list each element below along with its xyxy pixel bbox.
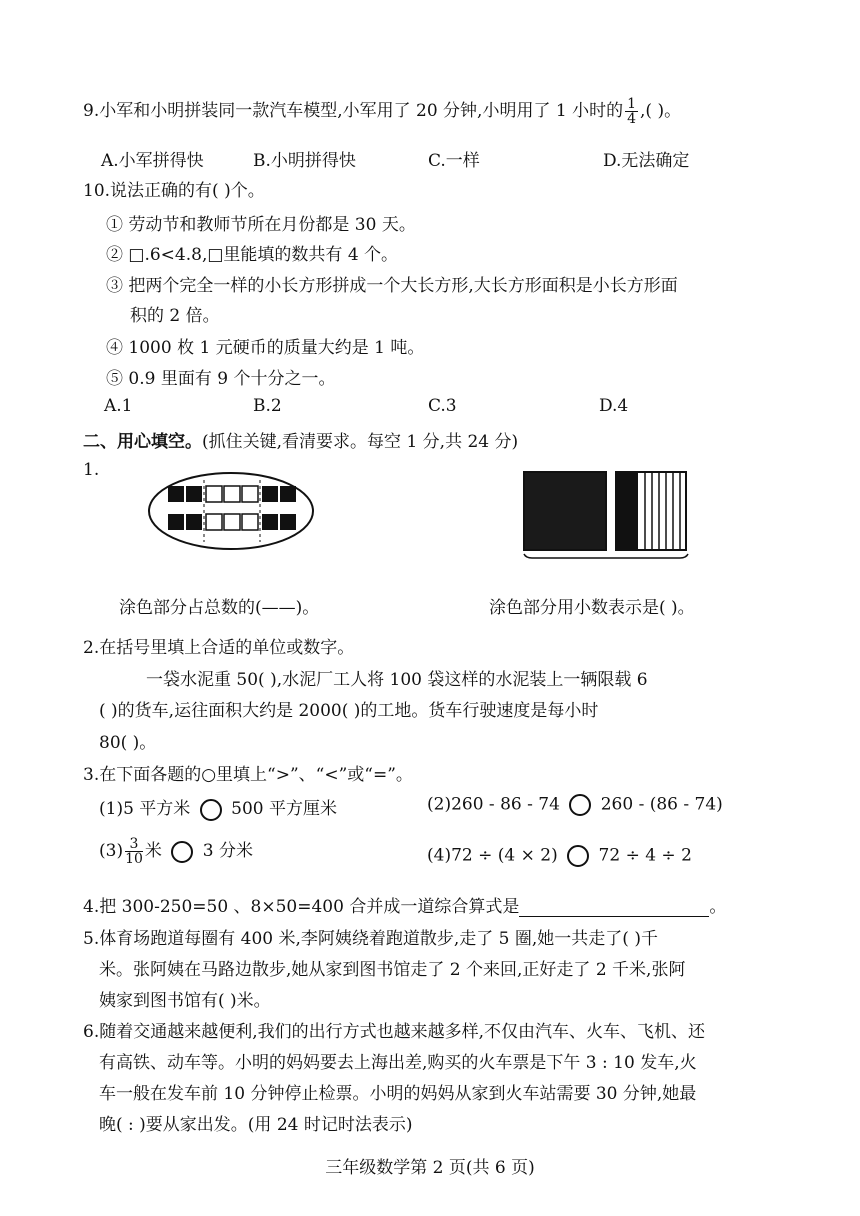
f4-line — [83, 892, 726, 917]
compare-circle[interactable] — [567, 845, 589, 867]
f2-line-3: 80( )。 — [99, 733, 157, 753]
q9-fraction: $\frac{1}{4}$ — [627, 96, 637, 127]
shaded-square — [280, 514, 296, 530]
oval-grid-figure — [146, 470, 316, 552]
q10-option-c: C.3 — [428, 396, 457, 416]
blank-square — [206, 486, 222, 502]
f3-p2-left: (2)260 - 86 - 74 — [427, 794, 560, 815]
q9-option-c: C.一样 — [428, 151, 480, 171]
shaded-square — [262, 514, 278, 530]
blank-square — [242, 514, 258, 530]
section-2-title: 二、用心填空。 — [83, 432, 202, 452]
section-2-heading — [83, 427, 518, 452]
f3-p3-unit: 米 — [144, 841, 162, 861]
q10-option-d: D.4 — [599, 396, 629, 416]
section-2-note: (抓住关键,看清要求。每空 1 分,共 24 分) — [202, 432, 519, 452]
compare-circle[interactable] — [171, 841, 193, 863]
decimal-square-figure — [522, 470, 692, 560]
shaded-strips — [616, 472, 638, 550]
f3-p2-right: 260 - (86 - 74) — [600, 794, 723, 815]
q10-stem: 10.说法正确的有( )个。 — [83, 181, 265, 201]
q10-option-b: B.2 — [253, 396, 282, 416]
f6-line-4: 晚( : )要从家出发。(用 24 时记时法表示) — [99, 1115, 413, 1135]
q9-option-d: D.无法确定 — [603, 151, 690, 171]
f2-line-2: ( )的货车,运往面积大约是 2000( )的工地。货车行驶速度是每小时 — [99, 701, 599, 721]
f6-line-2: 有高铁、动车等。小明的妈妈要去上海出差,购买的火车票是下午 3 : 10 发车,火 — [99, 1053, 697, 1073]
f5-line-1: 5.体育场跑道每圈有 400 米,李阿姨绕着跑道散步,走了 5 圈,她一共走了( )千 — [83, 929, 658, 949]
q10-item-3: ③ 把两个完全一样的小长方形拼成一个大长方形,大长方形面积是小长方形面 — [106, 276, 678, 296]
f3-p1-left: (1)5 平方米 — [99, 799, 191, 819]
f3-part-4 — [427, 845, 692, 867]
shaded-square — [186, 486, 202, 502]
f4-answer-line[interactable] — [519, 902, 709, 917]
f3-p3-fraction: $\frac{3}{10}$ — [125, 836, 143, 867]
f5-line-2: 米。张阿姨在马路边散步,她从家到图书馆走了 2 个来回,正好走了 2 千米,张阿 — [99, 960, 686, 980]
f1-number: 1. — [83, 460, 100, 480]
compare-circle[interactable] — [200, 799, 222, 821]
f3-stem: 3.在下面各题的○里填上“>”、“<”或“=”。 — [83, 765, 413, 785]
page-footer: 三年级数学第 2 页(共 6 页) — [325, 1158, 535, 1178]
shaded-square — [168, 486, 184, 502]
q9-text: 9.小军和小明拼装同一款汽车模型,小军用了 20 分钟,小明用了 1 小时的 — [83, 101, 624, 121]
q10-option-a: A.1 — [104, 396, 133, 416]
f2-stem: 2.在括号里填上合适的单位或数字。 — [83, 638, 355, 658]
oval-outline — [149, 473, 313, 549]
q10-item-1: ① 劳动节和教师节所在月份都是 30 天。 — [106, 215, 416, 235]
q9-answer-blank: ,( )。 — [640, 101, 682, 121]
q10-item-4: ④ 1000 枚 1 元硬币的质量大约是 1 吨。 — [106, 338, 425, 358]
q9-option-b: B.小明拼得快 — [253, 151, 356, 171]
shaded-square — [186, 514, 202, 530]
shaded-square — [280, 486, 296, 502]
f6-line-3: 车一般在发车前 10 分钟停止检票。小明的妈妈从家到火车站需要 30 分钟,她最 — [99, 1084, 697, 1104]
f3-part-3 — [99, 836, 253, 866]
f3-p4-right: 72 ÷ 4 ÷ 2 — [598, 845, 692, 866]
shaded-whole-square — [524, 472, 606, 550]
q10-item-5: ⑤ 0.9 里面有 9 个十分之一。 — [106, 369, 336, 389]
f4-end: 。 — [709, 897, 727, 917]
f1-left-caption: 涂色部分占总数的(——)。 — [119, 598, 320, 618]
f3-p3-prefix: (3) — [99, 841, 124, 861]
compare-circle[interactable] — [569, 794, 591, 816]
f4-text: 4.把 300-250=50 、8×50=400 合并成一道综合算式是 — [83, 897, 520, 917]
f5-line-3: 姨家到图书馆有( )米。 — [99, 991, 271, 1011]
f3-p3-right: 3 分米 — [202, 841, 253, 861]
shaded-square — [262, 486, 278, 502]
f3-part-2 — [427, 794, 723, 816]
blank-square — [224, 486, 240, 502]
f3-part-1 — [99, 794, 337, 821]
question-9 — [83, 96, 681, 126]
q10-item-2: ② □.6<4.8,□里能填的数共有 4 个。 — [106, 245, 399, 265]
shaded-square — [168, 514, 184, 530]
q9-option-a: A.小军拼得快 — [101, 151, 204, 171]
blank-square — [242, 486, 258, 502]
blank-square — [224, 514, 240, 530]
f3-p4-left: (4)72 ÷ (4 × 2) — [427, 845, 558, 866]
blank-square — [206, 514, 222, 530]
q10-item-3-cont: 积的 2 倍。 — [130, 306, 220, 326]
brace-bottom — [524, 554, 688, 558]
f1-right-caption: 涂色部分用小数表示是( )。 — [489, 598, 695, 618]
f6-line-1: 6.随着交通越来越便利,我们的出行方式也越来越多样,不仅由汽车、火车、飞机、还 — [83, 1022, 706, 1042]
f3-p1-right: 500 平方厘米 — [231, 799, 337, 819]
f2-line-1: 一袋水泥重 50( ),水泥厂工人将 100 袋这样的水泥装上一辆限载 6 — [146, 670, 648, 690]
